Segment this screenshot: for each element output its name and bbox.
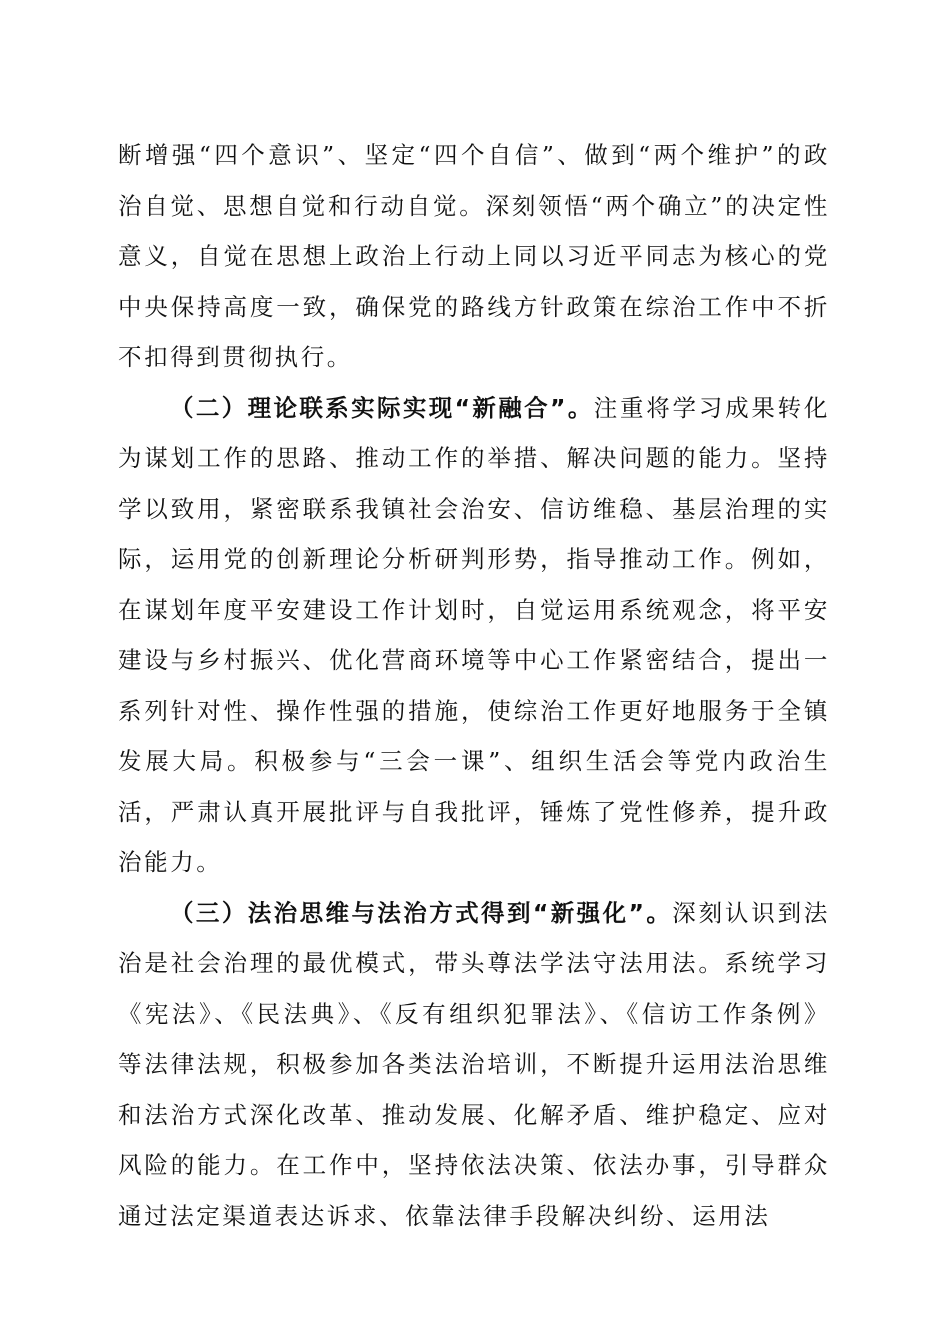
- paragraph-text: 断增强“四个意识”、坚定“四个自信”、做到“两个维护”的政治自觉、思想自觉和行动自觉。深刻领悟“两个确立”的决定性意义，自觉在思想上政治上行动上同以习近平同志为核心的党中央保持高度一致，确保党的路线方针政策在综治工作中不折不扣得到贯彻执行。: [118, 141, 830, 371]
- paragraph-text: 深刻认识到法治是社会治理的最优模式，带头尊法学法守法用法。系统学习《宪法》、《民法典》、《反有组织犯罪法》、《信访工作条例》等法律法规，积极参加各类法治培训，不断提升运用法治思维和法治方式深化改革、推动发展、化解矛盾、维护稳定、应对风险的能力。在工作中，坚持依法决策、依法办事，引导群众通过法定渠道表达诉求、依靠法律手段解决纠纷、运用法: [118, 898, 830, 1230]
- paragraph-section-two: [118, 383, 830, 888]
- paragraph-continuation: [118, 130, 830, 383]
- section-heading: （三）法治思维与法治方式得到“新强化”。: [170, 898, 673, 927]
- document-body: [118, 130, 830, 1241]
- paragraph-section-three: [118, 888, 830, 1242]
- section-heading: （二）理论联系实际实现“新融合”。: [170, 393, 594, 422]
- paragraph-text: 注重将学习成果转化为谋划工作的思路、推动工作的举措、解决问题的能力。坚持学以致用，紧密联系我镇社会治安、信访维稳、基层治理的实际，运用党的创新理论分析研判形势，指导推动工作。例如，在谋划年度平安建设工作计划时，自觉运用系统观念，将平安建设与乡村振兴、优化营商环境等中心工作紧密结合，提出一系列针对性、操作性强的措施，使综治工作更好地服务于全镇发展大局。积极参与“三会一课”、组织生活会等党内政治生活，严肃认真开展批评与自我批评，锤炼了党性修养，提升政治能力。: [118, 393, 830, 876]
